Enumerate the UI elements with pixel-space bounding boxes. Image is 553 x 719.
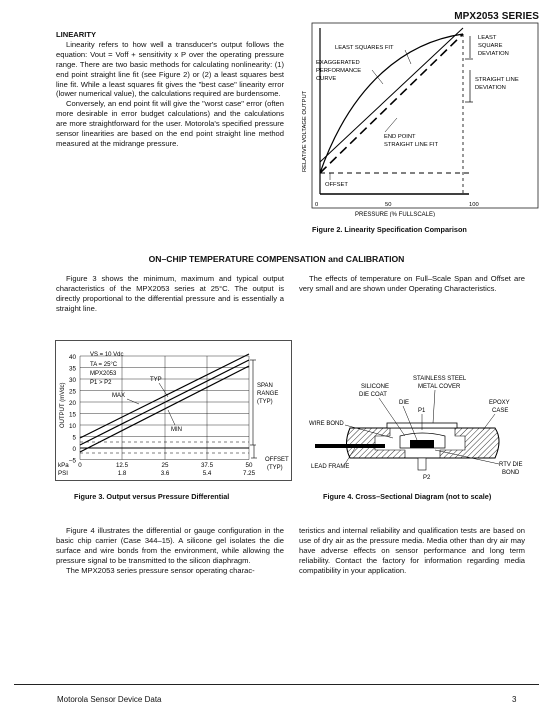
fig3-condition: MPX2053: [90, 371, 117, 377]
footer-left: Motorola Sensor Device Data: [57, 695, 162, 704]
fig3-psi-tick: 1.8: [117, 470, 127, 477]
fig2-label-ep2: STRAIGHT LINE FIT: [384, 142, 439, 148]
fig4-label: SILICONE: [361, 384, 390, 390]
fig2-label-lsd3: DEVIATION: [478, 51, 509, 57]
figure-2-caption: Figure 2. Linearity Specification Comparison: [312, 225, 467, 234]
fig3-psi-tick: 3.6: [160, 470, 170, 477]
linearity-section: [56, 30, 284, 149]
fig3-ytick: 30: [68, 377, 76, 384]
page-number: 3: [512, 695, 517, 704]
fig3-condition: VS = 10 Vdc: [90, 352, 124, 358]
fig2-xlabel: PRESSURE (% FULLSCALE): [355, 212, 436, 217]
fig2-label-ep1: END POINT: [384, 134, 416, 140]
fig3-kpa-tick: 25: [161, 462, 169, 469]
fig2-label-sld1: STRAIGHT LINE: [475, 77, 519, 83]
fig4-label: METAL COVER: [418, 384, 461, 390]
fig4-label: DIE: [399, 400, 410, 406]
fig2-tick-100: 100: [469, 202, 479, 208]
intro-left-text: Figure 3 shows the minimum, maximum and typical output characteristics of the MPX2053 series at 25°C. The output is directly proportional to the differential pressure and is essentially a straight line.: [56, 274, 284, 313]
linearity-paragraph-2: Conversely, an end point fit will give the "worst case" error (often more desirable in error budget calculations) and the calculations are more straightforward for the user. Motorola's specified pressure sensor linearities are based on the end point straight line method measured at the midrange pressure.: [56, 99, 284, 148]
fig3-psi-label: PSI: [58, 470, 68, 477]
fig3-ytick: 5: [72, 434, 76, 442]
intro-right-text: The effects of temperature on Full–Scale Span and Offset are very small and are shown under Operating Characteristics.: [299, 274, 525, 293]
fig3-kpa-tick: 37.5: [200, 462, 214, 469]
fig3-span-label1: SPAN: [257, 383, 273, 389]
fig3-kpa-tick: 12.5: [115, 462, 129, 469]
fig3-ytick: 40: [68, 354, 76, 361]
fig2-label-lsd2: SQUARE: [478, 43, 503, 49]
fig3-offset-label2: (TYP): [267, 465, 283, 471]
fig3-kpa-label: kPa: [58, 462, 69, 469]
fig4-label: CASE: [492, 408, 509, 414]
fig2-label-exag2: PERFORMANCE: [316, 68, 362, 74]
fig2-endpoint-line: [320, 34, 463, 173]
fig3-condition: P1 > P2: [90, 380, 112, 386]
body-left-text: Figure 4 illustrates the differential or gauge configuration in the basic chip carrier (Case 344–15). A silicone gel isolates the die surface and wire bonds from the environment, while allowing the pressure signal to be transmitted to the silicon diaphragm.: [56, 526, 284, 565]
fig2-label-exag3: CURVE: [316, 76, 337, 82]
fig3-span-label2: RANGE: [257, 391, 279, 397]
fig3-kpa-tick: 50: [245, 462, 253, 469]
fig3-condition: TA = 25°C: [90, 362, 118, 368]
figure-3-chart: [55, 340, 293, 482]
body-left-text-2: The MPX2053 series pressure sensor operating charac-: [66, 565, 255, 575]
fig3-ytick: 20: [68, 400, 76, 407]
linearity-paragraph-1: Linearity refers to how well a transducer's output follows the equation: Vout = Voff + sensitivity x P over the operating pressure range. There are two basic methods for calculating nonlinearity: (1) end point straight line fit (see Figure 2) or (2) a least squares best line fit. While a least squares fit gives the "best case" linearity error (lower numerical value), the calculations required are burdensome.: [56, 39, 284, 99]
fig2-label-lsd1: LEAST: [478, 35, 497, 41]
fig4-label: WIRE BOND: [309, 421, 344, 427]
fig3-ytick: 15: [68, 411, 76, 419]
fig4-label: BOND: [502, 470, 520, 476]
figure-2-chart: [297, 22, 539, 217]
fig3-span-label3: (TYP): [257, 399, 273, 405]
figure-3-caption: Figure 3. Output versus Pressure Differential: [74, 492, 230, 501]
body-right: [299, 526, 525, 576]
fig3-max-label: MAX: [112, 393, 126, 399]
body-left: [56, 526, 284, 576]
fig2-tick-0: 0: [315, 202, 319, 208]
figure-4-caption: Figure 4. Cross–Sectional Diagram (not to scale): [323, 492, 492, 501]
fig2-label-sld2: DEVIATION: [475, 85, 506, 91]
fig2-label-lsq: LEAST SQUARES FIT: [335, 45, 394, 51]
fig3-ytick: 10: [68, 423, 76, 430]
fig3-ytick: 25: [68, 388, 76, 396]
fig3-kpa-tick: 0: [78, 462, 82, 469]
fig3-psi-tick: 5.4: [202, 470, 212, 477]
fig4-label: DIE COAT: [359, 392, 387, 398]
fig2-ylabel: RELATIVE VOLTAGE OUTPUT: [302, 90, 308, 172]
fig4-p2-port: [418, 458, 426, 470]
fig4-label: STAINLESS STEEL: [413, 376, 467, 382]
fig2-tick-50: 50: [385, 202, 392, 208]
fig4-label: RTV DIE: [499, 462, 523, 468]
fig2-label-offset: OFFSET: [325, 182, 348, 188]
fig3-ytick: –5: [68, 457, 76, 465]
fig4-label: P2: [423, 475, 431, 481]
fig3-ytick: 35: [68, 365, 76, 373]
fig4-lead-frame: [315, 444, 385, 448]
fig3-offset-label1: OFFSET: [265, 457, 289, 463]
intro-right: [299, 274, 525, 294]
figure-4-diagram: [305, 370, 537, 482]
fig2-label-exag1: EXAGGERATED: [316, 60, 360, 66]
fig3-ylabel: OUTPUT (mVdc): [60, 382, 66, 428]
body-right-text: teristics and internal reliability and qualification tests are based on use of dry air as the pressure media. Media other than dry air may have adverse effects on sensor performance and long term reliability. Contact the factory for information regarding media compatibility in your application.: [299, 526, 525, 575]
fig3-min-label: MIN: [171, 427, 182, 433]
intro-left: [56, 274, 284, 314]
series-title: MPX2053 SERIES: [454, 11, 539, 22]
linearity-heading: LINEARITY: [56, 30, 97, 39]
footer-rule: [14, 684, 539, 685]
section-title: ON–CHIP TEMPERATURE COMPENSATION and CALIBRATION: [148, 254, 405, 264]
fig4-die: [410, 440, 434, 448]
fig4-label: P1: [418, 408, 426, 414]
fig4-label: EPOXY: [489, 400, 510, 406]
fig3-psi-tick: 7.25: [242, 470, 256, 477]
fig3-ytick: 0: [72, 446, 76, 453]
fig3-typ-label: TYP: [150, 377, 162, 383]
fig4-label: LEAD FRAME: [311, 464, 350, 470]
